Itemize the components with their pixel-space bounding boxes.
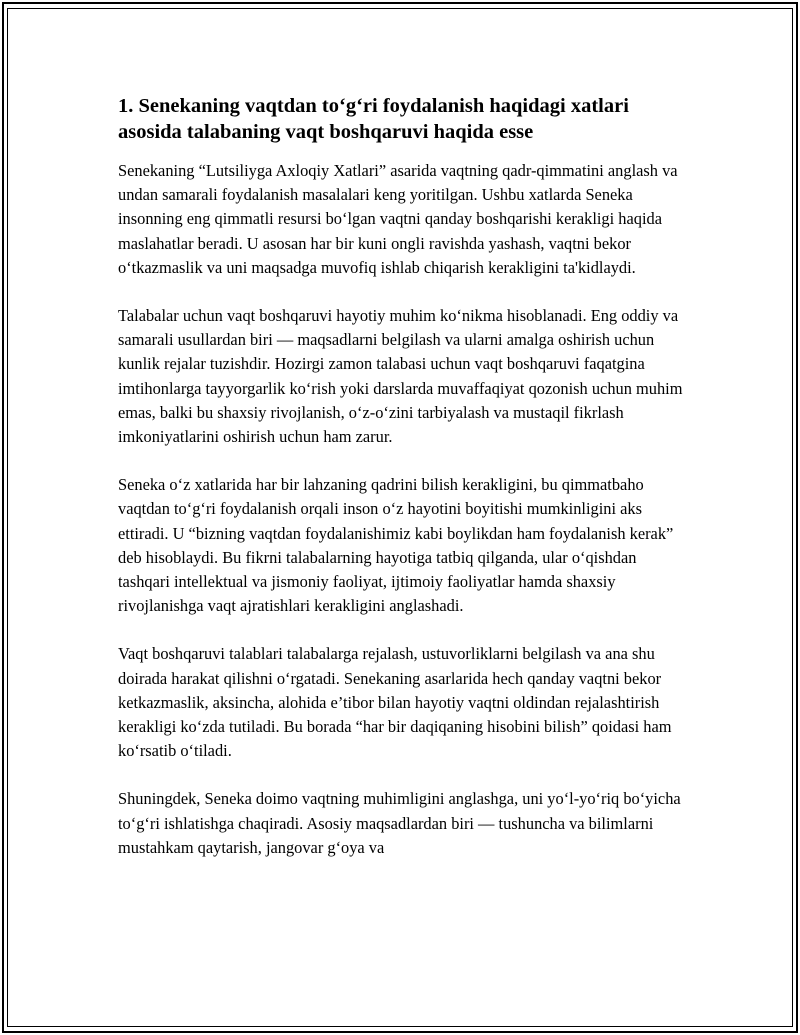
paragraph-5: Shuningdek, Seneka doimo vaqtning muhimligini anglashga, uni yo‘l-yo‘riq bo‘yicha to‘g‘ri ishlatishga chaqiradi. Asosiy maqsadlardan biri — tushuncha va bilimlarni mustahkam qaytarish, jangovar g‘oya va bbox=[118, 789, 681, 857]
paragraph-4: Vaqt boshqaruvi talablari talabalarga rejalash, ustuvorliklarni belgilash va ana shu doirada harakat qilishni o‘rgatadi. Senekaning asarlarida hech qanday vaqtni bekor ketkazmaslik, aksincha, alohida e’tibor bilan hayotiy vaqtni oldindan rejalashtirish kerakligi ko‘zda tutiladi. Bu borada “har bir daqiqaning hisobini bilish” qoidasi ham ko‘rsatib o‘tiladi. bbox=[118, 644, 672, 761]
document-body bbox=[118, 93, 688, 884]
document-title: 1. Senekaning vaqtdan to‘g‘ri foydalanish haqidagi xatlari asosida talabaning vaqt boshqaruvi haqida esse bbox=[118, 95, 629, 143]
paragraph-1: Senekaning “Lutsiliyga Axloqiy Xatlari” asarida vaqtning qadr-qimmatini anglash va undan samarali foydalanish masalalari keng yoritilgan. Ushbu xatlarda Seneka insonning eng qimmatli resursi bo‘lgan vaqtni qanday boshqarishi kerakligi haqida maslahatlar beradi. U asosan har bir kuni ongli ravishda yashash, vaqtni bekor o‘tkazmaslik va uni maqsadga muvofiq ishlab chiqarish kerakligini ta'kidlaydi. bbox=[118, 161, 678, 277]
paragraph-3: Seneka o‘z xatlarida har bir lahzaning qadrini bilish kerakligini, bu qimmatbaho vaqtdan to‘g‘ri foydalanish orqali inson o‘z hayotini boyitishi mumkinligini aks ettiradi. U “bizning vaqtdan foydalanishimiz kabi boylikdan ham foydalanish kerak” deb hisoblaydi. Bu fikrni talabalarning hayotiga tatbiq qilganda, ular o‘qishdan tashqari intellektual va jismoniy faoliyat, ijtimoiy faoliyatlar hamda shaxsiy rivojlanishga vaqt ajratishlari kerakligini anglashadi. bbox=[118, 475, 674, 616]
paragraph-2: Talabalar uchun vaqt boshqaruvi hayotiy muhim ko‘nikma hisoblanadi. Eng oddiy va samarali usullardan biri — maqsadlarni belgilash va ularni amalga oshirish uchun kunlik rejalar tuzishdir. Hozirgi zamon talabasi uchun vaqt boshqaruvi faqatgina imtihonlarga tayyorgarlik ko‘rish yoki darslarda muvaffaqiyat qozonish uchun muhim emas, balki bu shaxsiy rivojlanish, o‘z-o‘zini tarbiyalash va mustaqil fikrlash imkoniyatlarini oshirish uchun ham zarur. bbox=[118, 306, 683, 447]
